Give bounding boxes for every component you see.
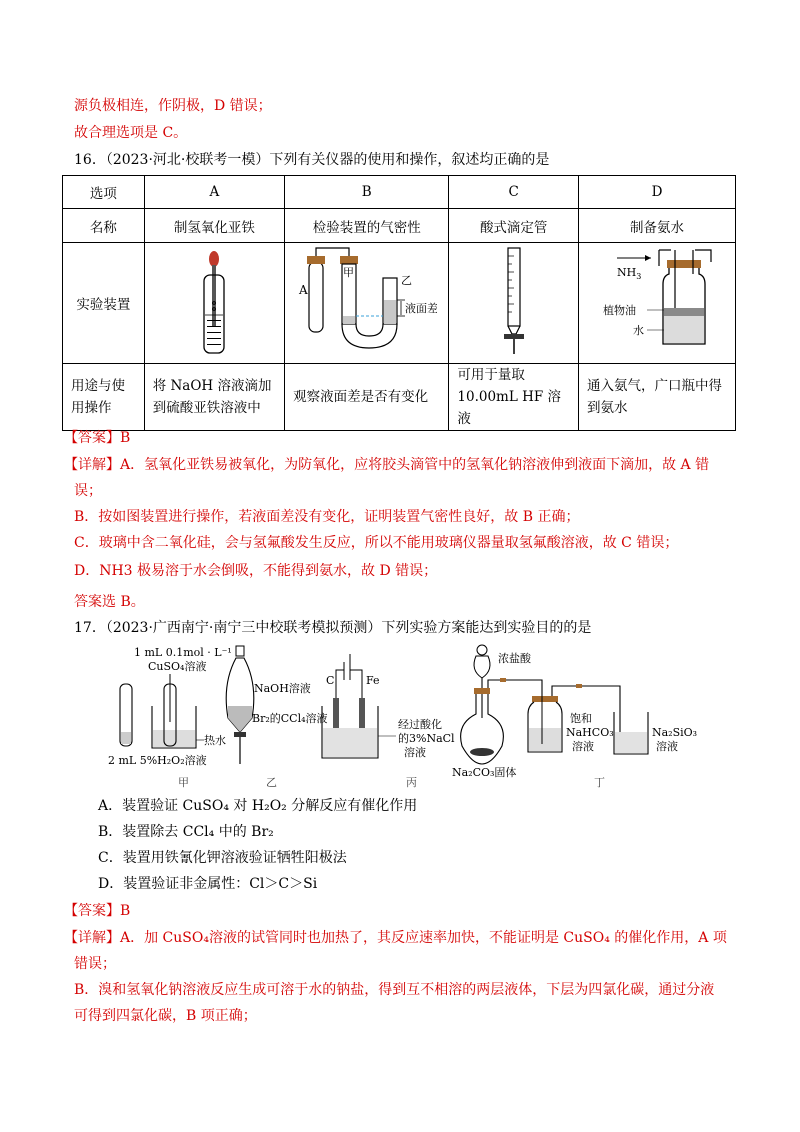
prev-line-2: 故合理选项是 C。	[74, 125, 188, 141]
label-nahco3-1: 饱和	[570, 712, 592, 725]
label-jia: 甲	[178, 776, 189, 789]
q17-detail-line: 【详解】A．加 CuSO₄溶液的试管同时也加热了，其反应速率加快，不能证明是 CuSO₄ 的催化作用，A 项	[64, 930, 727, 946]
label-cuso4: CuSO₄溶液	[148, 660, 207, 673]
label-br2: Br₂的CCl₄溶液	[252, 712, 328, 725]
pipe-joint	[500, 678, 506, 682]
cell-a-figure	[144, 243, 284, 364]
pipe-joint	[576, 684, 582, 688]
acid-funnel-top	[477, 645, 487, 655]
q17-detail-line: 可得到四氯化碳，B 项正确；	[74, 1008, 257, 1024]
label-hot-water: 热水	[204, 734, 226, 747]
label-ding: 丁	[594, 776, 605, 789]
header-name: 名称	[63, 209, 145, 243]
label-water: 水	[633, 324, 644, 337]
q17-option-b: B．装置除去 CCl₄ 中的 Br₂	[98, 824, 274, 840]
label-oil: 植物油	[603, 304, 636, 317]
cell-b-use: 观察液面差是否有变化	[285, 364, 449, 431]
label-yi: 乙	[266, 776, 277, 789]
label-hcl: 浓盐酸	[498, 652, 531, 665]
liquid-jia	[343, 316, 355, 324]
q16-answer: 【答案】B	[64, 430, 131, 446]
header-device: 实验装置	[63, 243, 145, 364]
nahco3-liquid	[529, 728, 561, 751]
label-h2o2: 2 mL 5%H₂O₂溶液	[108, 754, 207, 767]
nacl-solution	[323, 728, 377, 757]
stopper-a	[307, 256, 325, 264]
table-row-uses	[63, 364, 736, 431]
q16-detail-line: D．NH3 极易溶于水会倒吸，不能得到氨水，故 D 错误；	[74, 563, 438, 579]
label-c: C	[326, 674, 335, 687]
label-level-diff: 液面差	[404, 302, 437, 315]
stopper-jia	[340, 256, 358, 264]
liquid-hatch	[207, 338, 221, 339]
table-row-letters	[63, 176, 736, 209]
q17-detail-line: 错误；	[74, 956, 116, 972]
label-naoh: NaOH溶液	[254, 682, 311, 695]
label-nacl-3: 溶液	[404, 746, 426, 759]
q17-apparatus-figure	[100, 640, 720, 790]
q16-stem: 16．（2023·河北·校联考一模）下列有关仪器的使用和操作，叙述均正确的是	[74, 152, 550, 168]
q16-options-table	[62, 175, 736, 431]
water-layer	[664, 316, 704, 343]
tube-a	[309, 262, 323, 332]
oil-layer	[664, 308, 704, 316]
label-cuso4-conc: 1 mL 0.1mol · L⁻¹	[134, 646, 232, 659]
wire-right	[350, 670, 362, 700]
cell-a-name: 制氢氧化亚铁	[144, 209, 284, 243]
na2co3-solid	[470, 748, 494, 756]
dropper-stem	[212, 265, 216, 327]
cell-c-name: 酸式滴定管	[449, 209, 579, 243]
na2sio3-liquid	[615, 732, 647, 753]
header-use: 用途与使用操作	[63, 364, 145, 431]
gas-arrowhead	[645, 255, 651, 261]
liquid-hatch	[207, 332, 221, 333]
header-option: 选项	[63, 176, 145, 209]
prev-line-1: 源负极相连，作阴极，D 错误；	[74, 98, 272, 114]
label-fe: Fe	[366, 674, 380, 687]
label-yi: 乙	[400, 274, 412, 287]
connecting-pipe	[316, 248, 349, 256]
funnel-stopper	[236, 646, 244, 656]
q16-detail-line: 【详解】A．氢氧化亚铁易被氧化，为防氧化，应将胶头滴管中的氢氧化钠溶液伸到液面下滴加，故 A 错	[64, 457, 710, 473]
gas-subscript: 3	[636, 272, 642, 281]
funnel-lower-layer	[228, 706, 252, 732]
cell-d-use: 通入氨气，广口瓶中得到氨水	[579, 364, 736, 431]
bottle-stopper	[667, 260, 701, 268]
cell-a-use: 将 NaOH 溶液滴加到硫酸亚铁溶液中	[144, 364, 284, 431]
q17-detail-line: B．溴和氢氧化钠溶液反应生成可溶于水的钠盐，得到互不相溶的两层液体，下层为四氯化碳，通过分液	[74, 982, 715, 998]
q16-detail-line: B．按如图装置进行操作，若液面差没有变化，证明装置气密性良好，故 B 正确；	[74, 509, 580, 525]
label-jia: 甲	[342, 266, 354, 279]
cell-b-name: 检验装置的气密性	[285, 209, 449, 243]
stopcock	[504, 334, 524, 339]
label-nacl-1: 经过酸化	[398, 718, 442, 731]
gas-formula: NH	[617, 266, 637, 279]
q17-answer: 【答案】B	[64, 903, 131, 919]
cell-c-use: 可用于量取 10.00mL HF 溶液	[449, 364, 579, 431]
washer-stopper	[532, 696, 558, 702]
dropper-bulb	[209, 251, 219, 267]
q16-detail-line: 误；	[74, 483, 102, 499]
label-bing: 丙	[406, 776, 417, 789]
flask-stopper	[474, 688, 490, 694]
tube-left-liquid	[121, 732, 131, 744]
cell-d-letter: D	[579, 176, 736, 209]
liquid-hatch	[207, 344, 221, 345]
cell-b-figure	[285, 243, 449, 364]
funnel-stopcock	[234, 732, 246, 737]
cell-d-name: 制备氨水	[579, 209, 736, 243]
q16-detail-line: 答案选 B。	[74, 594, 145, 610]
cell-c-figure	[449, 243, 579, 364]
ammonia-bottle-diagram	[587, 244, 727, 358]
label-a: A	[298, 283, 308, 297]
dropper-tube-diagram	[184, 245, 244, 357]
label-na2sio3-2: 溶液	[656, 740, 678, 753]
label-na2sio3-1: Na₂SiO₃	[652, 726, 698, 739]
cell-b-letter: B	[285, 176, 449, 209]
burette-body	[508, 248, 520, 326]
q17-stem: 17．（2023·广西南宁·南宁三中校联考模拟预测）下列实验方案能达到实验目的的是	[74, 620, 592, 636]
wire-left	[336, 670, 344, 700]
liquid-hatch	[207, 326, 221, 327]
q17-option-d: D．装置验证非金属性：Cl＞C＞Si	[98, 876, 318, 892]
label-nacl-2: 的3%NaCl	[398, 732, 455, 745]
u-bend-inner	[356, 324, 383, 336]
acid-funnel-bulb	[474, 656, 490, 678]
q17-option-a: A．装置验证 CuSO₄ 对 H₂O₂ 分解反应有催化作用	[98, 798, 418, 814]
label-na2co3: Na₂CO₃固体	[452, 766, 517, 779]
burette-taper	[508, 326, 520, 334]
cell-c-letter: C	[449, 176, 579, 209]
cell-a-letter: A	[144, 176, 284, 209]
q17-option-c: C．装置用铁氰化钾溶液验证牺牲阳极法	[98, 850, 347, 866]
cell-d-figure	[579, 243, 736, 364]
liquid-yi	[384, 300, 396, 324]
pipe-to-washer	[488, 680, 542, 696]
label-nahco3-2: NaHCO₃	[566, 726, 614, 739]
airtightness-diagram	[297, 244, 437, 358]
liquid-hatch	[207, 320, 221, 321]
burette-diagram	[494, 244, 534, 358]
table-row-names	[63, 209, 736, 243]
label-gas	[617, 266, 641, 281]
table-row-devices	[63, 243, 736, 364]
label-nahco3-3: 溶液	[572, 740, 594, 753]
q16-detail-line: C．玻璃中含二氧化硅，会与氢氟酸发生反应，所以不能用玻璃仪器量取氢氟酸溶液，故 C 错误；	[74, 535, 679, 551]
